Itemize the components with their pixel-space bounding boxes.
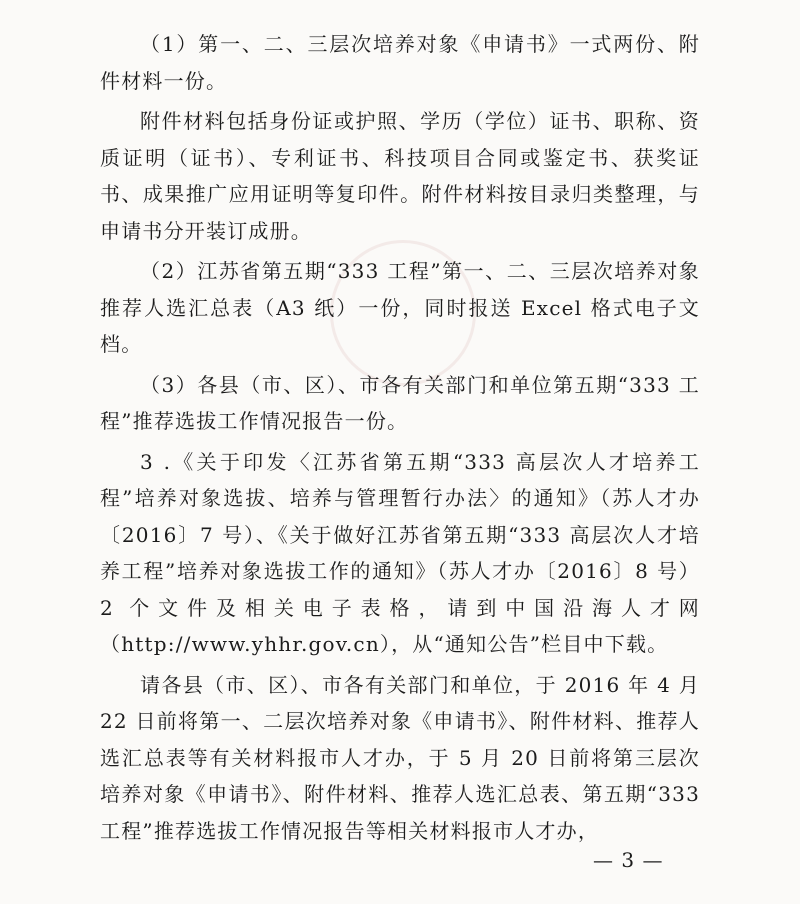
paragraph-work-report: （3）各县（市、区）、市各有关部门和单位第五期“333 工程”推荐选拔工作情况报告一份。 [100,372,700,433]
document-body [100,26,700,853]
paragraph-attachment-materials: 附件材料包括身份证或护照、学历（学位）证书、职称、资质证明（证书）、专利证书、科技项目合同或鉴定书、获奖证书、成果推广应用证明等复印件。附件材料按目录归类整理，与申请书分开装订成册。 [100,109,700,243]
paragraph-deadline-instructions: 请各县（市、区）、市各有关部门和单位，于 2016 年 4 月 22 日前将第一、二层次培养对象《申请书》、附件材料、推荐人选汇总表等有关材料报市人才办，于 5 月 20 日前将第三层次培养对象《申请书》、附件材料、推荐人选汇总表、第五期“333 工程”推荐选拔工作情况报告等相关材料报市人才办， [100,672,700,843]
paragraph-summary-table: （2）江苏省第五期“333 工程”第一、二、三层次培养对象推荐人选汇总表（A3 纸）一份，同时报送 Excel 格式电子文档。 [100,259,700,356]
page-number: — 3 — [593,848,664,872]
paragraph-application-items: （1）第一、二、三层次培养对象《申请书》一式两份、附件材料一份。 [100,32,700,93]
paragraph-download-notice: 3 .《关于印发〈江苏省第五期“333 高层次人才培养工程”培养对象选拔、培养与管理暂行办法〉的通知》（苏人才办〔2016〕7 号）、《关于做好江苏省第五期“333 高层次人才培养工程”培养对象选拔工作的通知》（苏人才办〔2016〕8 号）2 个文件及相关电子表格，请到中国沿海人才网（http://www.yhhr.gov.cn），从“通知公告”栏目中下载。 [100,449,700,656]
